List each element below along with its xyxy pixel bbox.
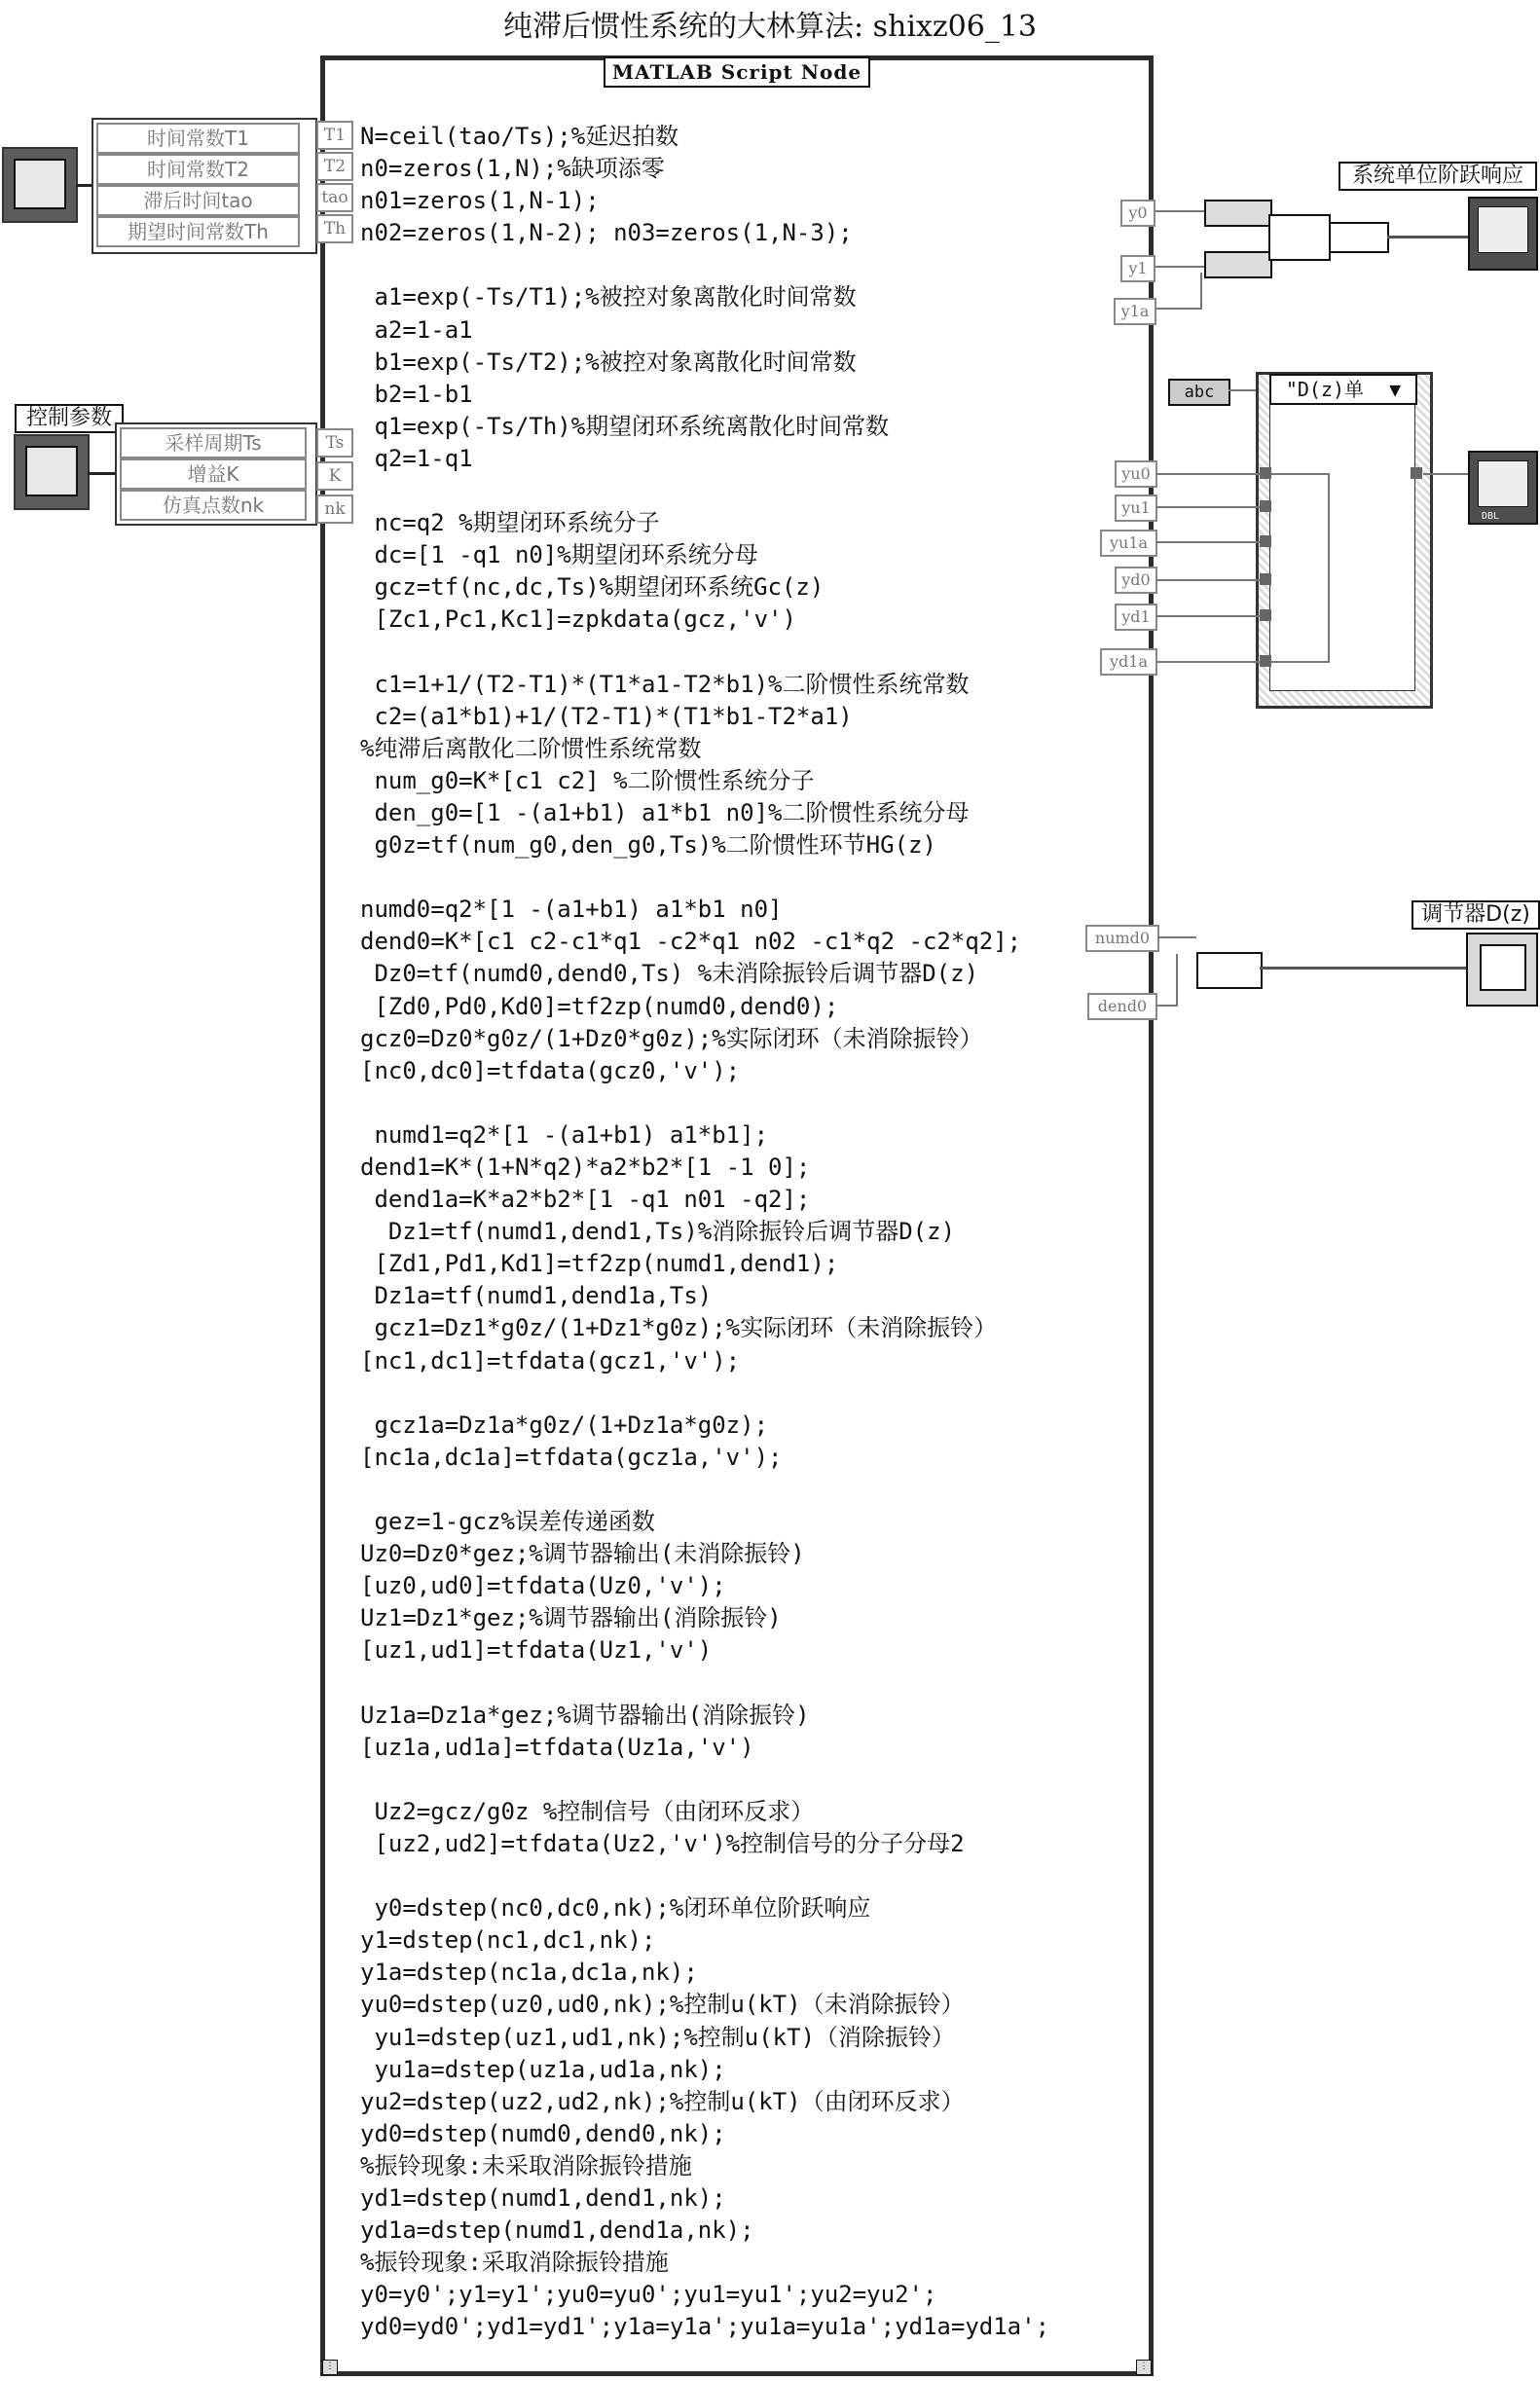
output-terminal-dend0[interactable]: dend0 [1087,993,1157,1020]
page-title: 纯滞后惯性系统的大林算法: shixz06_13 [502,10,1038,44]
output-terminal-yd1a[interactable]: yd1a [1100,648,1157,676]
field-nk: 仿真点数nk [120,490,307,521]
graph3-label: 调节器D(z) [1412,900,1540,930]
graph1-label: 系统单位阶跃响应 [1338,162,1537,191]
script-code[interactable]: N=ceil(tao/Ts);%延迟拍数 n0=zeros(1,N);%缺项添零 n01=zeros(1,N-1); n02=zeros(1,N-2); n03=zeros(1,N-3); a1=exp(-Ts/T1);%被控对象离散化时间常数 a2=1-a1 b1=exp(-Ts/T2);%被控对象离散化时间常数 b2=1-b1 q1=exp(-Ts/Th)%期望闭环系统离散化时间常数 q2=1-q1 nc=q2 %期望闭环系统分子 dc=[1 -q1 n0]%期望闭环系统分母 gcz=tf(nc,dc,Ts)%期望闭环系统Gc(z) [Zc1,Pc1,Kc1]=zpkdata(gcz,'v') c1=1+1/(T2-T1)*(T1*a1-T2*b1)%二阶惯性系统常数 c2=(a1*b1)+1/(T2-T1)*(T1*b1-T2*a1) %纯滞后离散化二阶惯性系统常数 num_g0=K*[c1 c2] %二阶惯性系统分子 den_g0=[1 -(a1+b1) a1*b1 n0]%二阶惯性系统分母 g0z=tf(num_g0,den_g0,Ts)%二阶惯性环节HG(z) numd0=q2*[1 -(a1+b1) a1*b1 n0] dend0=K*[c1 c2-c1*q1 -c2*q1 n02 -c1*q2 -c2*q2]; Dz0=tf(numd0,dend0,Ts) %未消除振铃后调节器D(z) [Zd0,Pd0,Kd0]=tf2zp(numd0,dend0); gcz0=Dz0*g0z/(1+Dz0*g0z);%实际闭环（未消除振铃） [nc0,dc0]=tfdata(gcz0,'v'); numd1=q2*[1 -(a1+b1) a1*b1]; dend1=K*(1+N*q2)*a2*b2*[1 -1 0]; dend1a=K*a2*b2*[1 -q1 n01 -q2]; Dz1=tf(numd1,dend1,Ts)%消除振铃后调节器D(z) [Zd1,Pd1,Kd1]=tf2zp(numd1,dend1); Dz1a=tf(numd1,dend1a,Ts) gcz1=Dz1*g0z/(1+Dz1*g0z);%实际闭环（未消除振铃） [nc1,dc1]=tfdata(gcz1,'v'); gcz1a=Dz1a*g0z/(1+Dz1a*g0z); [nc1a,dc1a]=tfdata(gcz1a,'v'); gez=1-gcz%误差传递函数 Uz0=Dz0*gez;%调节器输出(未消除振铃) [uz0,ud0]=tfdata(Uz0,'v'); Uz1=Dz1*gez;%调节器输出(消除振铃) [uz1,ud1]=tfdata(Uz1,'v') Uz1a=Dz1a*gez;%调节器输出(消除振铃) [uz1a,ud1a]=tfdata(Uz1a,'v') Uz2=gcz/g0z %控制信号（由闭环反求） [uz2,ud2]=tfdata(Uz2,'v')%控制信号的分子分母2 y0=dstep(nc0,dc0,nk);%闭环单位阶跃响应 y1=dstep(nc1,dc1,nk); y1a=dstep(nc1a,dc1a,nk); yu0=dstep(uz0,ud0,nk);%控制u(kT)（未消除振铃） yu1=dstep(uz1,ud1,nk);%控制u(kT)（消除振铃） yu1a=dstep(uz1a,ud1a,nk); yu2=dstep(uz2,ud2,nk);%控制u(kT)（由闭环反求） yd0=dstep(numd0,dend0,nk); %振铃现象:未采取消除振铃措施 yd1=dstep(numd1,dend1,nk); yd1a=dstep(numd1,dend1a,nk); %振铃现象:采取消除振铃措施 y0=y0';y1=y1';yu0=yu0';yu1=yu1';yu2=yu2'; yd0=yd0';yd1=yd1';y1a=y1a';yu1a=yu1a';yd1a=yd1a'; [360,123,1050,2341]
field-t2: 时间常数T2 [96,154,300,185]
controller-cluster-indicator-icon[interactable] [1466,933,1538,1007]
chevron-down-icon[interactable]: ▼ [1389,378,1402,401]
cluster-control-icon-2[interactable] [14,434,90,510]
case-selector-text: "D(z)单 [1285,378,1365,401]
input-terminal-tao[interactable]: tao [316,183,353,212]
build-array-node[interactable] [1329,222,1389,253]
bundle-node[interactable] [1268,214,1331,261]
field-ts: 采样周期Ts [120,427,307,458]
dbl-type-label: DBL [1482,511,1500,522]
output-terminal-yd0[interactable]: yd0 [1115,567,1157,594]
resize-handle-left[interactable]: ⋮ [322,2360,338,2375]
input-terminal-k[interactable]: K [316,461,353,491]
field-k: 增益K [120,458,307,490]
output-terminal-yu1[interactable]: yu1 [1115,495,1157,522]
output-terminal-numd0[interactable]: numd0 [1085,925,1159,952]
output-terminal-y0[interactable]: y0 [1120,200,1155,227]
resize-handle-right[interactable]: ⋮ [1136,2360,1152,2375]
cluster-control-icon-1[interactable] [2,147,78,223]
input-terminal-nk[interactable]: nk [316,495,353,524]
input-terminal-t2[interactable]: T2 [316,152,353,181]
unbundle-by-name-1[interactable] [92,118,317,254]
output-terminal-yd1[interactable]: yd1 [1115,604,1157,631]
field-t1: 时间常数T1 [96,123,300,154]
string-constant[interactable]: abc [1168,379,1230,406]
output-terminal-y1a[interactable]: y1a [1114,298,1156,325]
input-terminal-t1[interactable]: T1 [316,121,353,150]
field-th: 期望时间常数Th [96,216,300,247]
step-response-graph-icon[interactable] [1468,197,1538,271]
input-terminal-th[interactable]: Th [316,214,353,243]
build-array-icon-1[interactable] [1204,200,1272,227]
build-array-icon-2[interactable] [1204,251,1272,278]
script-node-label: MATLAB Script Node [604,56,870,88]
output-terminal-y1[interactable]: y1 [1120,255,1155,282]
control-output-graph-icon[interactable] [1468,451,1538,525]
unbundle-by-name-2[interactable] [115,422,317,526]
control-params-label: 控制参数 [15,404,124,433]
output-terminal-yu0[interactable]: yu0 [1115,460,1157,488]
case-selector-label[interactable] [1269,374,1417,405]
input-terminal-ts[interactable]: Ts [316,428,353,458]
bundle-node-2[interactable] [1196,952,1263,989]
output-terminal-yu1a[interactable]: yu1a [1100,530,1157,557]
field-tao: 滞后时间tao [96,185,300,216]
